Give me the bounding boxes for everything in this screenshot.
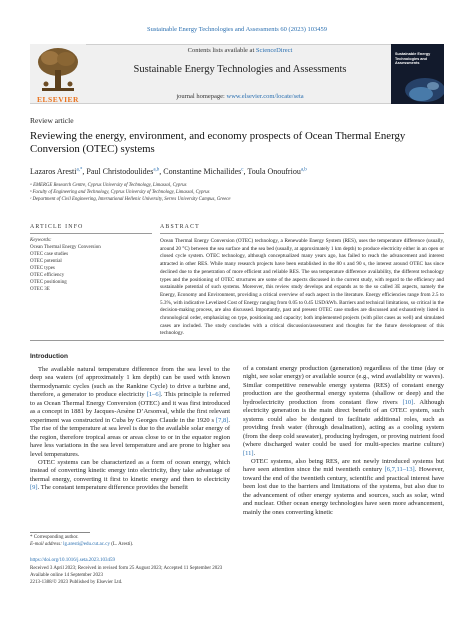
- divider: [30, 340, 444, 341]
- divider: [160, 233, 444, 234]
- paragraph-text: The available natural temperature difference from the sea level to the deep sea waters (of approximately 1 km depth) can be used with known thermodynamic cycles (such as the Rankine Cycle) to drive a turbine and, therefore, a generator to produce electricity: [30, 366, 230, 399]
- affiliation: ᶜ Department of Civil Engineering, International Hellenic University, Serres University Campus, Greece: [30, 197, 231, 202]
- elsevier-wordmark[interactable]: ELSEVIER: [37, 95, 79, 104]
- paragraph-text: . The rise of the temperature at sea level is due to the available solar energy of the region, therefore tropical areas or areas close to or in the equator region have less variations in the sea level temperature and are prone to higher sea level temperatures.: [30, 416, 230, 458]
- corresponding-author-note: * Corresponding author.: [30, 535, 79, 540]
- citation-link[interactable]: [7,8]: [215, 416, 229, 424]
- citation-link[interactable]: [1–6]: [146, 391, 161, 399]
- paragraph-text: OTEC systems, also being RES, are not newly introduced systems but have seen attention since the mid twentieth century: [243, 457, 444, 474]
- abstract-text: Ocean Thermal Energy Conversion (OTEC) technology, a Renewable Energy System (RES), uses the temperature difference (usually, around 20 °C) between the sea surface and the sea bed (usually, at approximately 1 km depth) to produce electricity either in an open or closed cycle system. OTEC technology, although conceptualized many years ago, has failed to reach the advancement and interest attracted in other RES. While many research projects have been established in the 80 s and 90 s, the interest around OTEC has since declined due to the penetration of more efficient and reliable RES. The sea temperature difference availability, the different technology types and the positioning of OTEC structures are some of the aspects discussed in the current study, with regard to the efficiency and sustainable potential of such systems. Moreover, this review study develops and expands as to the so called 3E aspects, namely the Energy, Economy and Environment, providing a critical overview of each aspect in the literature. Energy efficiencies range from 2.5 to 5.3%, with indicative Levelized Cost of Energy ranging from 0.05 to 0.45 USD/kWh. Barriers and technical limitations, so critical in the decision-making process, are also discussed. Importantly, past and present OTEC case studies are discussed and exhaustively listed in chronological order, emphasizing on type, positioning and capacity; both implemented projects (with pilot cases as well) and simulated cases are included. The study concludes with a critical discussion/assessment and thoughts for the future development of this technology.: [160, 238, 444, 337]
- body-paragraph: [243, 458, 444, 517]
- journal-homepage-link[interactable]: www.elsevier.com/locate/seta: [226, 93, 304, 100]
- issn-copyright: 2213-1388/© 2023 Published by Elsevier Ltd.: [30, 580, 123, 585]
- homepage-prefix: journal homepage:: [176, 93, 227, 100]
- keyword: OTEC positioning: [30, 280, 67, 285]
- author[interactable]: Lazaros Aresti$^{a,*}$,: [30, 167, 87, 176]
- article-info-heading: ARTICLE INFO: [30, 224, 84, 230]
- keyword: Ocean Thermal Energy Conversion: [30, 245, 101, 250]
- journal-title: Sustainable Energy Technologies and Assessments: [133, 64, 347, 75]
- received-dates: Received 3 April 2023; Received in revised form 25 August 2023; Accepted 11 September 2023: [30, 566, 223, 571]
- body-paragraph: [30, 366, 230, 459]
- keyword: OTEC case studies: [30, 252, 69, 257]
- paragraph-text: OTEC systems can be characterized as a form of ocean energy, which instead of converting kinetic energy into electricity, they take advantage of thermal energy, converting it first to kinetic energy and then to electricity: [30, 458, 230, 483]
- email-line: [30, 542, 133, 547]
- body-paragraph: [30, 459, 230, 493]
- body-column-left: [30, 366, 230, 493]
- author-list: [30, 167, 450, 176]
- keywords-heading: Keywords:: [30, 238, 52, 243]
- affiliation: ᵃ EMERGE Research Centre, Cyprus University of Technology, Limassol, Cyprus: [30, 183, 187, 188]
- section-heading: Introduction: [30, 353, 68, 360]
- homepage-line: [90, 93, 390, 100]
- paragraph-text: . Although electricity generation is the main direct benefit of an OTEC system, such systems could also be designed to facilitate additional roles, such as providing fresh water (through desalination), acting as a cooling system (from the deep cold seawater), producing hydrogen, or proving nutrient food (where discharged water could be used for multi-species marine culture): [243, 398, 444, 449]
- affiliation: ᵇ Faculty of Engineering and Technology, Cyprus University of Technology, Limassol, Cyprus: [30, 190, 210, 195]
- article-title: Reviewing the energy, environment, and economy prospects of Ocean Thermal Energy Conversion (OTEC) systems: [30, 130, 406, 155]
- sciencedirect-link[interactable]: ScienceDirect: [255, 47, 293, 54]
- citation-link[interactable]: [9]: [30, 484, 38, 492]
- journal-cover-thumbnail[interactable]: [391, 44, 444, 104]
- paragraph-text: . The constant temperature difference provides the benefit: [37, 484, 188, 492]
- email-label: E-mail address:: [30, 542, 64, 547]
- author[interactable]: Paul Christodoulides$^{a,b}$,: [86, 167, 164, 176]
- body-paragraph: [243, 365, 444, 458]
- paragraph-text: .: [253, 449, 256, 457]
- contents-line: [90, 47, 390, 54]
- citation-link[interactable]: [10]: [402, 398, 414, 406]
- body-column-right: [243, 365, 444, 517]
- contents-prefix: Contents lists available at: [187, 47, 256, 54]
- author[interactable]: Toula Onoufriou$^{a,b}$: [247, 167, 307, 176]
- keyword: OTEC potential: [30, 259, 62, 264]
- keyword: OTEC 3E: [30, 287, 50, 292]
- citation-link[interactable]: [6,7,11–13]: [384, 466, 415, 474]
- email-link[interactable]: lg.aresti@edu.cut.ac.cy: [63, 542, 110, 547]
- journal-reference[interactable]: Sustainable Energy Technologies and Assessments 60 (2023) 103459: [146, 26, 328, 33]
- available-online-date: Available online 14 September 2023: [30, 573, 103, 578]
- paragraph-text: . This principle is referred to as Ocean Thermal Energy Conversion (OTEC) and it was first introduced as a concept in 1881 by Jacques-Arsène D’Arsonval, while the first relevant experiment was constructed in Cuba by Georges Claude in the 1920 s: [30, 391, 230, 424]
- divider: [30, 233, 152, 234]
- citation-link[interactable]: [11]: [243, 449, 254, 457]
- doi-link[interactable]: https://doi.org/10.1016/j.seta.2023.103459: [30, 558, 116, 563]
- paragraph-text: . However, toward the end of the twentieth century, scientific and practical interest have been lost due to the barriers and limitations of the systems, but also due to the advancement of other energy systems and sources, such as solar, wind and nuclear. Other ocean energy technologies have seen more advancement, mainly the ones converting kinetic: [243, 466, 445, 516]
- email-suffix: (L. Aresti).: [109, 542, 134, 547]
- keyword: OTEC efficiency: [30, 273, 65, 278]
- article-type: Review article: [30, 116, 74, 125]
- paragraph-text: of a constant energy production (generation) regardless of the time (day or night, see solar energy) or available source (e.g., wind availability or waves). Similar competitive renewable energy systems (RES) of constant energy production are the geothermal energy systems (shallow or deep) and the hydroelectricity production from constant flow rivers: [243, 365, 444, 406]
- author[interactable]: Constantine Michailides$^c$,: [163, 167, 248, 176]
- footnote-divider: [30, 532, 90, 533]
- cover-title: Sustainable Energy Technologies and Assessments: [395, 52, 431, 66]
- abstract-heading: ABSTRACT: [160, 224, 200, 230]
- keyword: OTEC types: [30, 266, 55, 271]
